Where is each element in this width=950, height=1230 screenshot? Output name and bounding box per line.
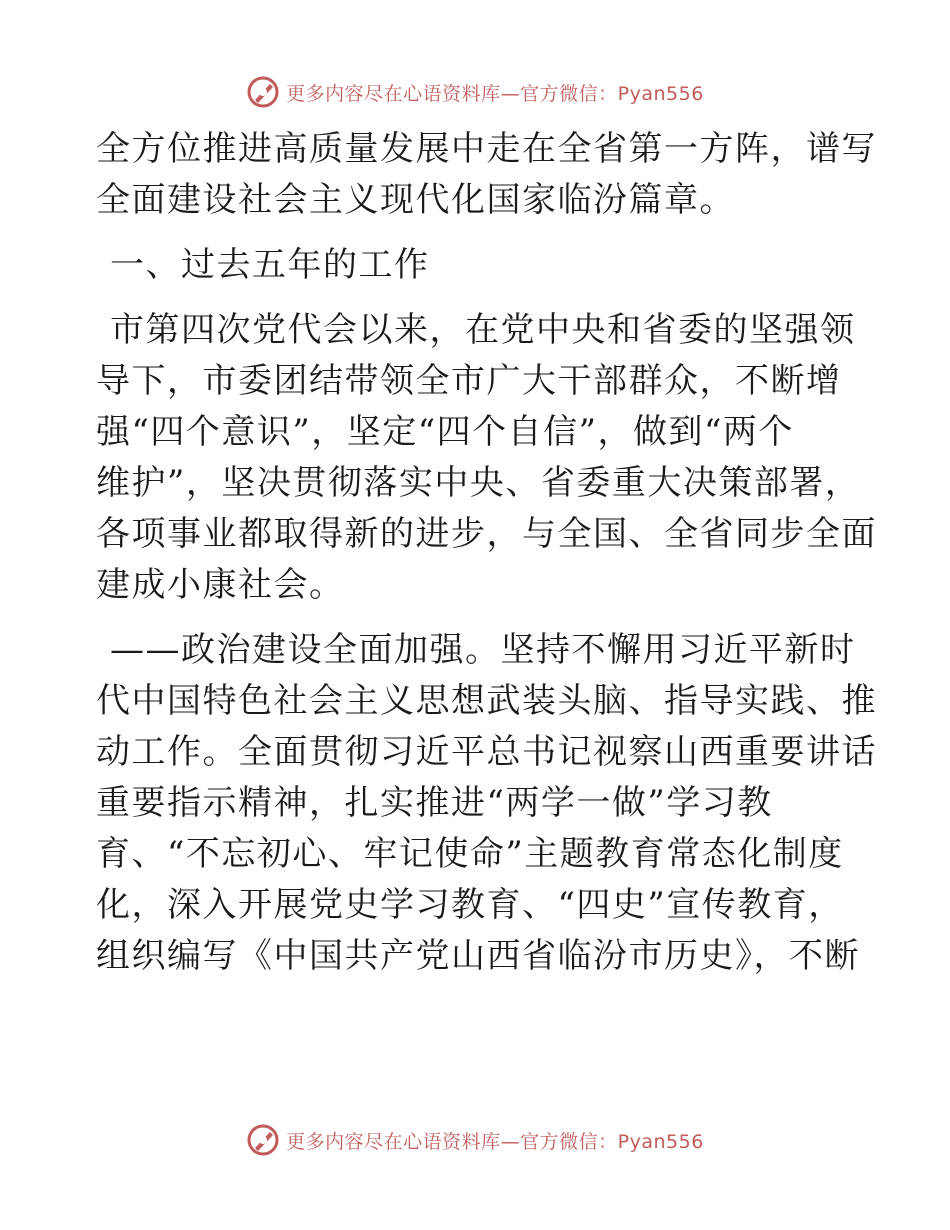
text-line: 组织编写《中国共产党山西省临汾市历史》，不断 [96,936,860,976]
text-line: 强“四个意识”，坚定“四个自信”，做到“两个 [96,412,794,452]
pen-circle-logo-icon [246,1123,280,1157]
text-line: 育、“不忘初心、牢记使命”主题教育常态化制度 [96,834,844,874]
text-line: ——政治建设全面加强。坚持不懈用习近平新时 [110,630,856,670]
header-watermark [0,72,950,112]
text-line: 代中国特色社会主义思想武装头脑、指导实践、推 [96,681,877,721]
watermark-text: 更多内容尽在心语资料库—官方微信：Pyan556 [286,1130,704,1153]
footer-watermark [0,1120,950,1160]
text-line: 市第四次党代会以来，在党中央和省委的坚强领 [110,310,856,350]
text-line: 维护”，坚决贯彻落实中央、省委重大决策部署， [96,463,861,503]
text-line: 重要指示精神，扎实推进“两学一做”学习教 [96,783,773,823]
text-line: 全方位推进高质量发展中走在全省第一方阵，谱写 [96,129,877,169]
text-line: 动工作。全面贯彻习近平总书记视察山西重要讲话 [96,732,877,772]
pen-circle-logo-icon [246,75,280,109]
text-line: 导下，市委团结带领全市广大干部群众，不断增 [96,361,842,401]
text-line: 各项事业都取得新的进步，与全国、全省同步全面 [96,514,877,554]
document-body [96,124,877,982]
section-heading: 一、过去五年的工作 [110,245,430,285]
text-line: 建成小康社会。 [96,565,345,605]
watermark-text: 更多内容尽在心语资料库—官方微信：Pyan556 [286,82,704,105]
text-line: 全面建设社会主义现代化国家临汾篇章。 [96,180,735,220]
text-line: 化，深入开展党史学习教育、“四史”宣传教育， [96,885,844,925]
